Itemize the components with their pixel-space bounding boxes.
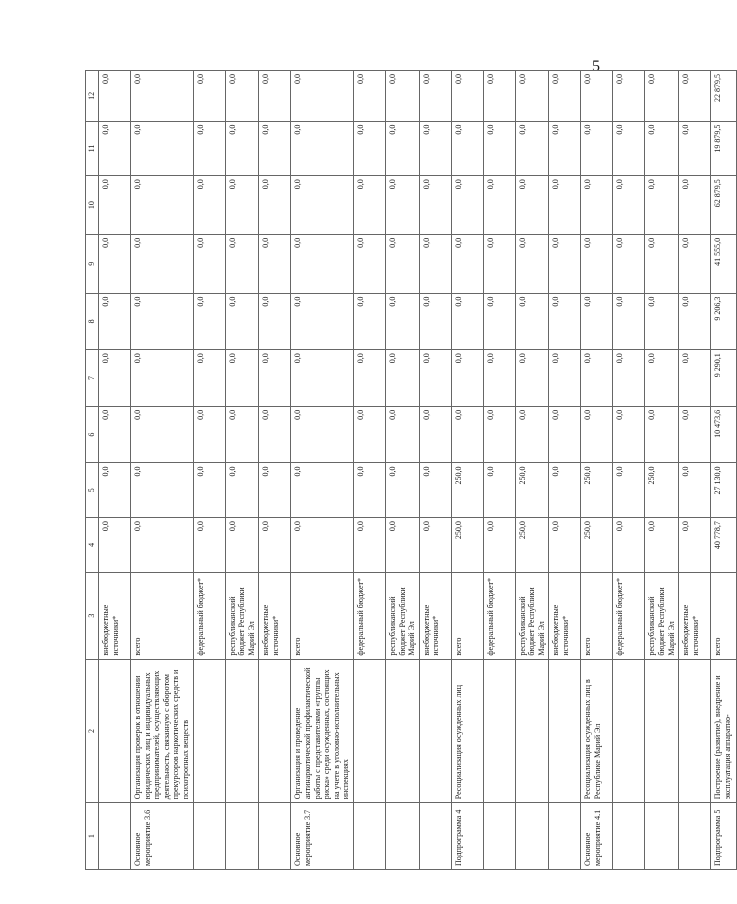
header-cell: 2 (86, 659, 99, 803)
value-cell: 0,0 (99, 350, 131, 407)
value-cell: 0,0 (679, 350, 711, 407)
row-source-cell: всего (131, 572, 194, 659)
row-code-cell: Основное мероприятие 3.7 (291, 803, 354, 870)
value-cell: 0,0 (645, 71, 679, 122)
header-cell: 7 (86, 350, 99, 407)
value-cell: 0,0 (385, 406, 419, 463)
row-source-cell: федеральный бюджет* (483, 572, 515, 659)
value-cell: 0,0 (99, 293, 131, 350)
row-source-cell: внебюджетные источники* (679, 572, 711, 659)
row-source-cell: внебюджетные источники* (99, 572, 131, 659)
value-cell: 0,0 (451, 350, 483, 407)
row-source-cell: всего (291, 572, 354, 659)
row-code-cell: Подпрограмма 4 (451, 803, 483, 870)
row-source-cell: республиканский бюджет Республики Марий Эл (515, 572, 549, 659)
value-cell: 0,0 (419, 406, 451, 463)
value-cell: 250,0 (451, 463, 483, 518)
value-cell: 0,0 (291, 121, 354, 176)
value-cell: 0,0 (679, 234, 711, 293)
value-cell: 0,0 (225, 518, 259, 573)
value-cell: 19 879,5 (711, 121, 737, 176)
value-cell: 0,0 (131, 121, 194, 176)
row-code-cell (259, 803, 291, 870)
value-cell: 0,0 (549, 350, 581, 407)
value-cell: 0,0 (131, 463, 194, 518)
value-cell: 0,0 (483, 71, 515, 122)
value-cell: 0,0 (581, 121, 613, 176)
value-cell: 0,0 (131, 234, 194, 293)
table-row (549, 71, 581, 870)
value-cell: 0,0 (385, 71, 419, 122)
value-cell: 9 206,3 (711, 293, 737, 350)
value-cell: 0,0 (193, 463, 225, 518)
value-cell: 0,0 (679, 293, 711, 350)
value-cell: 0,0 (549, 234, 581, 293)
row-description-cell (193, 659, 225, 803)
value-cell: 0,0 (549, 518, 581, 573)
value-cell: 0,0 (645, 518, 679, 573)
value-cell: 0,0 (99, 463, 131, 518)
value-cell: 0,0 (353, 406, 385, 463)
value-cell: 0,0 (131, 293, 194, 350)
table-row (385, 71, 419, 870)
row-source-cell: всего (711, 572, 737, 659)
value-cell: 0,0 (613, 176, 645, 235)
value-cell: 0,0 (483, 121, 515, 176)
value-cell: 0,0 (483, 234, 515, 293)
value-cell: 0,0 (645, 293, 679, 350)
table-row (645, 71, 679, 870)
value-cell: 0,0 (419, 234, 451, 293)
value-cell: 0,0 (385, 234, 419, 293)
value-cell: 0,0 (581, 234, 613, 293)
header-cell: 1 (86, 803, 99, 870)
value-cell: 0,0 (679, 121, 711, 176)
value-cell: 0,0 (193, 406, 225, 463)
row-code-cell (679, 803, 711, 870)
value-cell: 0,0 (353, 518, 385, 573)
budget-table-sheet (85, 70, 732, 870)
value-cell: 27 130,0 (711, 463, 737, 518)
value-cell: 0,0 (99, 71, 131, 122)
table-row (193, 71, 225, 870)
value-cell: 9 290,1 (711, 350, 737, 407)
value-cell: 0,0 (645, 350, 679, 407)
value-cell: 0,0 (385, 176, 419, 235)
row-source-cell: республиканский бюджет Республики Марий Эл (385, 572, 419, 659)
value-cell: 0,0 (259, 463, 291, 518)
value-cell: 0,0 (581, 406, 613, 463)
value-cell: 250,0 (515, 518, 549, 573)
value-cell: 0,0 (291, 518, 354, 573)
value-cell: 0,0 (483, 406, 515, 463)
table-row (515, 71, 549, 870)
table-row (259, 71, 291, 870)
row-code-cell: Основное мероприятие 4.1 (581, 803, 613, 870)
value-cell: 0,0 (225, 71, 259, 122)
header-cell: 3 (86, 572, 99, 659)
row-description-cell: Организация проверок в отношении юридических лиц и индивидуальных предпринимателей, осуществляющих деятельность, связанную с оборотом прекурсоров наркотических средств и психотропных веществ (131, 659, 194, 803)
row-description-cell (613, 659, 645, 803)
value-cell: 0,0 (549, 406, 581, 463)
table-row (225, 71, 259, 870)
value-cell: 0,0 (549, 176, 581, 235)
value-cell: 40 778,7 (711, 518, 737, 573)
value-cell: 250,0 (451, 518, 483, 573)
value-cell: 0,0 (451, 71, 483, 122)
value-cell: 0,0 (291, 71, 354, 122)
row-description-cell (225, 659, 259, 803)
value-cell: 0,0 (549, 71, 581, 122)
value-cell: 250,0 (645, 463, 679, 518)
header-cell: 9 (86, 234, 99, 293)
value-cell: 0,0 (515, 71, 549, 122)
value-cell: 0,0 (131, 406, 194, 463)
value-cell: 0,0 (353, 176, 385, 235)
row-code-cell (385, 803, 419, 870)
table-row (483, 71, 515, 870)
value-cell: 0,0 (193, 176, 225, 235)
value-cell: 22 879,5 (711, 71, 737, 122)
value-cell: 0,0 (549, 293, 581, 350)
value-cell: 0,0 (581, 350, 613, 407)
value-cell: 0,0 (515, 176, 549, 235)
value-cell: 0,0 (225, 176, 259, 235)
table-row (131, 71, 194, 870)
value-cell: 0,0 (645, 406, 679, 463)
value-cell: 0,0 (259, 71, 291, 122)
value-cell: 0,0 (353, 71, 385, 122)
value-cell: 0,0 (225, 406, 259, 463)
value-cell: 0,0 (291, 463, 354, 518)
table-row (613, 71, 645, 870)
header-row (86, 71, 99, 870)
value-cell: 0,0 (385, 518, 419, 573)
value-cell: 0,0 (225, 463, 259, 518)
value-cell: 0,0 (419, 350, 451, 407)
header-cell: 11 (86, 121, 99, 176)
row-source-cell: федеральный бюджет* (613, 572, 645, 659)
value-cell: 250,0 (581, 518, 613, 573)
value-cell: 0,0 (419, 293, 451, 350)
row-code-cell (613, 803, 645, 870)
value-cell: 0,0 (193, 234, 225, 293)
value-cell: 0,0 (259, 176, 291, 235)
value-cell: 0,0 (259, 350, 291, 407)
value-cell: 0,0 (613, 234, 645, 293)
row-source-cell: внебюджетные источники* (419, 572, 451, 659)
value-cell: 0,0 (353, 293, 385, 350)
value-cell: 0,0 (483, 176, 515, 235)
row-source-cell: республиканский бюджет Республики Марий Эл (645, 572, 679, 659)
row-description-cell: Построение (развитие), внедрение и эксплуатация аппаратно- (711, 659, 737, 803)
value-cell: 0,0 (225, 121, 259, 176)
value-cell: 0,0 (131, 518, 194, 573)
value-cell: 0,0 (99, 121, 131, 176)
value-cell: 0,0 (515, 234, 549, 293)
value-cell: 0,0 (259, 518, 291, 573)
value-cell: 0,0 (99, 406, 131, 463)
value-cell: 0,0 (291, 293, 354, 350)
row-description-cell: Ресоциализация осужденных лиц (451, 659, 483, 803)
value-cell: 0,0 (419, 71, 451, 122)
value-cell: 41 555,0 (711, 234, 737, 293)
value-cell: 0,0 (613, 463, 645, 518)
value-cell: 0,0 (225, 293, 259, 350)
value-cell: 0,0 (419, 463, 451, 518)
value-cell: 0,0 (679, 406, 711, 463)
value-cell: 0,0 (581, 176, 613, 235)
value-cell: 0,0 (515, 350, 549, 407)
row-source-cell: внебюджетные источники* (259, 572, 291, 659)
row-code-cell: Подпрограмма 5 (711, 803, 737, 870)
value-cell: 0,0 (451, 234, 483, 293)
value-cell: 0,0 (679, 71, 711, 122)
value-cell: 0,0 (385, 463, 419, 518)
value-cell: 0,0 (679, 463, 711, 518)
row-code-cell (225, 803, 259, 870)
table-row (419, 71, 451, 870)
value-cell: 62 879,5 (711, 176, 737, 235)
value-cell: 0,0 (225, 234, 259, 293)
header-cell: 6 (86, 406, 99, 463)
row-source-cell: республиканский бюджет Республики Марий Эл (225, 572, 259, 659)
row-code-cell (99, 803, 131, 870)
table-row (711, 71, 737, 870)
value-cell: 0,0 (419, 176, 451, 235)
value-cell: 0,0 (193, 293, 225, 350)
row-source-cell: федеральный бюджет* (193, 572, 225, 659)
value-cell: 0,0 (225, 350, 259, 407)
row-code-cell (549, 803, 581, 870)
value-cell: 0,0 (451, 121, 483, 176)
row-description-cell (419, 659, 451, 803)
row-code-cell (419, 803, 451, 870)
value-cell: 0,0 (645, 234, 679, 293)
row-code-cell (353, 803, 385, 870)
row-code-cell (483, 803, 515, 870)
row-description-cell (483, 659, 515, 803)
value-cell: 0,0 (291, 406, 354, 463)
value-cell: 0,0 (581, 293, 613, 350)
value-cell: 0,0 (451, 176, 483, 235)
value-cell: 0,0 (515, 406, 549, 463)
value-cell: 0,0 (483, 518, 515, 573)
header-cell: 10 (86, 176, 99, 235)
value-cell: 0,0 (291, 350, 354, 407)
value-cell: 0,0 (385, 121, 419, 176)
row-description-cell (385, 659, 419, 803)
value-cell: 0,0 (131, 176, 194, 235)
value-cell: 0,0 (131, 350, 194, 407)
value-cell: 0,0 (99, 176, 131, 235)
row-source-cell: всего (581, 572, 613, 659)
value-cell: 0,0 (613, 518, 645, 573)
row-description-cell (515, 659, 549, 803)
value-cell: 0,0 (193, 350, 225, 407)
row-code-cell (193, 803, 225, 870)
header-cell: 5 (86, 463, 99, 518)
value-cell: 0,0 (483, 350, 515, 407)
table-row (291, 71, 354, 870)
value-cell: 0,0 (385, 350, 419, 407)
value-cell: 0,0 (581, 71, 613, 122)
value-cell: 0,0 (483, 463, 515, 518)
page-number: 5 (592, 58, 600, 75)
row-code-cell: Основное мероприятие 3.6 (131, 803, 194, 870)
budget-table (85, 70, 737, 870)
row-description-cell (259, 659, 291, 803)
value-cell: 0,0 (483, 293, 515, 350)
value-cell: 10 473,6 (711, 406, 737, 463)
value-cell: 0,0 (451, 406, 483, 463)
row-description-cell (99, 659, 131, 803)
value-cell: 0,0 (419, 518, 451, 573)
row-description-cell: Организация и проведение антинаркотической профилактической работы с представителями «группы риска» среди осужденных, состоящих на учете в уголовно-исполнительных инспекциях (291, 659, 354, 803)
table-row (99, 71, 131, 870)
value-cell: 0,0 (645, 176, 679, 235)
value-cell: 0,0 (515, 293, 549, 350)
row-description-cell (645, 659, 679, 803)
value-cell: 0,0 (549, 463, 581, 518)
header-cell: 8 (86, 293, 99, 350)
value-cell: 0,0 (291, 234, 354, 293)
value-cell: 0,0 (259, 121, 291, 176)
row-code-cell (515, 803, 549, 870)
table-row (451, 71, 483, 870)
value-cell: 0,0 (193, 121, 225, 176)
value-cell: 0,0 (613, 71, 645, 122)
value-cell: 0,0 (259, 234, 291, 293)
value-cell: 0,0 (259, 406, 291, 463)
row-description-cell (353, 659, 385, 803)
value-cell: 0,0 (679, 518, 711, 573)
row-source-cell: внебюджетные источники* (549, 572, 581, 659)
header-cell: 4 (86, 518, 99, 573)
value-cell: 0,0 (291, 176, 354, 235)
value-cell: 0,0 (259, 293, 291, 350)
value-cell: 0,0 (385, 293, 419, 350)
value-cell: 0,0 (99, 518, 131, 573)
table-row (581, 71, 613, 870)
value-cell: 0,0 (193, 71, 225, 122)
value-cell: 0,0 (451, 293, 483, 350)
value-cell: 0,0 (131, 71, 194, 122)
row-description-cell (679, 659, 711, 803)
row-source-cell: федеральный бюджет* (353, 572, 385, 659)
value-cell: 250,0 (581, 463, 613, 518)
value-cell: 0,0 (419, 121, 451, 176)
row-source-cell: всего (451, 572, 483, 659)
value-cell: 0,0 (353, 234, 385, 293)
value-cell: 0,0 (353, 463, 385, 518)
value-cell: 0,0 (613, 293, 645, 350)
value-cell: 0,0 (353, 350, 385, 407)
value-cell: 0,0 (99, 234, 131, 293)
table-row (679, 71, 711, 870)
table-body (99, 71, 737, 870)
row-code-cell (645, 803, 679, 870)
table-row (353, 71, 385, 870)
value-cell: 0,0 (613, 121, 645, 176)
value-cell: 0,0 (613, 406, 645, 463)
value-cell: 0,0 (193, 518, 225, 573)
value-cell: 0,0 (645, 121, 679, 176)
row-description-cell (549, 659, 581, 803)
header-cell: 12 (86, 71, 99, 122)
value-cell: 250,0 (515, 463, 549, 518)
value-cell: 0,0 (353, 121, 385, 176)
value-cell: 0,0 (549, 121, 581, 176)
value-cell: 0,0 (613, 350, 645, 407)
value-cell: 0,0 (679, 176, 711, 235)
value-cell: 0,0 (515, 121, 549, 176)
row-description-cell: Ресоциализация осужденных лиц в Республике Марий Эл (581, 659, 613, 803)
